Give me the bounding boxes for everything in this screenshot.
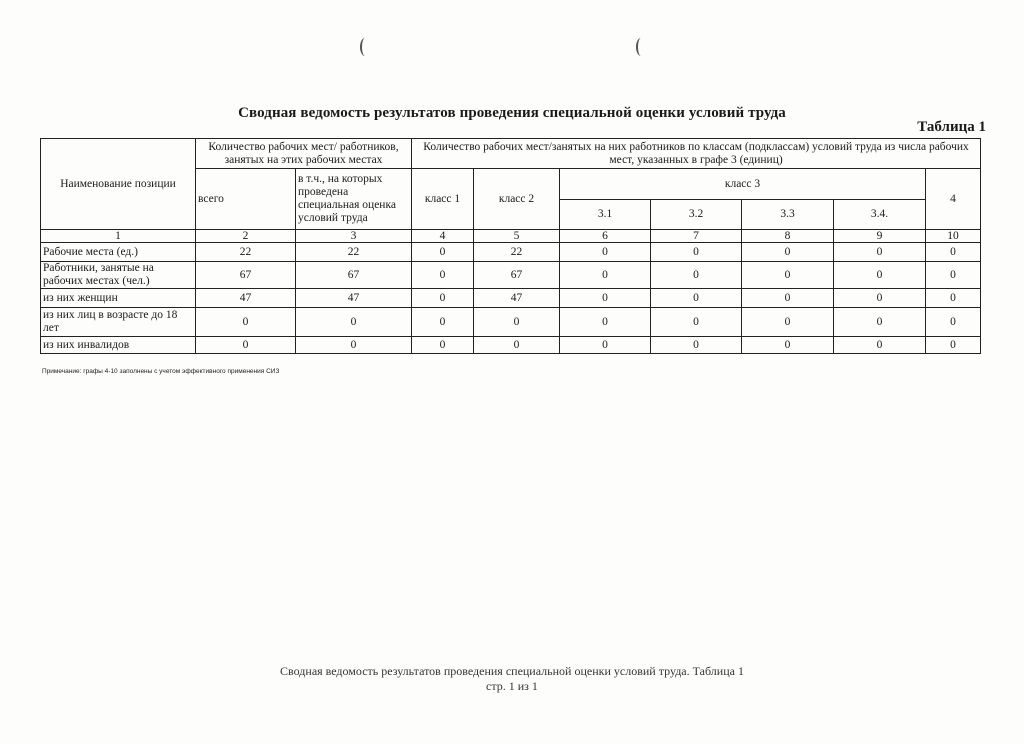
- cell-value: 47: [474, 289, 560, 308]
- header-incl-assessed: в т.ч., на которых проведена специальная оценка условий труда: [296, 169, 412, 230]
- header-class-group: Количество рабочих мест/занятых на них работников по классам (подклассам) условий труда из числа рабочих мест, указанных в графе 3 (единиц): [412, 139, 981, 169]
- header-subclass-3-3: 3.3: [742, 200, 834, 230]
- row-label: из них лиц в возрасте до 18 лет: [41, 308, 196, 337]
- header-total: всего: [196, 169, 296, 230]
- cell-value: 0: [926, 337, 981, 354]
- cell-value: 0: [926, 262, 981, 289]
- table-row: [41, 262, 981, 289]
- cell-value: 67: [196, 262, 296, 289]
- cell-value: 67: [474, 262, 560, 289]
- page-number: стр. 1 из 1: [486, 679, 538, 693]
- punch-hole-right: [636, 38, 646, 56]
- cell-value: 0: [560, 289, 651, 308]
- row-label: Рабочие места (ед.): [41, 243, 196, 262]
- table-row: [41, 308, 981, 337]
- cell-value: 0: [412, 337, 474, 354]
- header-class-2: класс 2: [474, 169, 560, 230]
- table-note: Примечание: графы 4-10 заполнены с учетом эффективного применения СИЗ: [42, 368, 280, 375]
- header-name-column: Наименование позиции: [41, 139, 196, 230]
- cell-value: 0: [834, 262, 926, 289]
- punch-hole-left: [360, 38, 370, 56]
- cell-value: 0: [412, 289, 474, 308]
- table-label: Таблица 1: [917, 119, 986, 135]
- cell-value: 22: [296, 243, 412, 262]
- summary-table: [40, 138, 981, 354]
- column-number: 10: [926, 230, 981, 243]
- cell-value: 0: [651, 289, 742, 308]
- cell-value: 0: [560, 243, 651, 262]
- cell-value: 0: [412, 243, 474, 262]
- column-number: 1: [41, 230, 196, 243]
- header-class-4: 4: [926, 169, 981, 230]
- cell-value: 0: [296, 337, 412, 354]
- row-label: из них инвалидов: [41, 337, 196, 354]
- column-number: 7: [651, 230, 742, 243]
- cell-value: 0: [412, 262, 474, 289]
- cell-value: 22: [474, 243, 560, 262]
- column-number: 9: [834, 230, 926, 243]
- cell-value: 0: [560, 337, 651, 354]
- cell-value: 0: [742, 243, 834, 262]
- row-label: Работники, занятые на рабочих местах (чел.): [41, 262, 196, 289]
- table-row: [41, 243, 981, 262]
- column-number: 4: [412, 230, 474, 243]
- column-number: 6: [560, 230, 651, 243]
- column-number-row: [41, 230, 981, 243]
- cell-value: 0: [926, 289, 981, 308]
- cell-value: 0: [651, 262, 742, 289]
- cell-value: 0: [742, 308, 834, 337]
- cell-value: 47: [196, 289, 296, 308]
- header-subclass-3-1: 3.1: [560, 200, 651, 230]
- header-class-1: класс 1: [412, 169, 474, 230]
- cell-value: 0: [651, 243, 742, 262]
- table-row: [41, 337, 981, 354]
- column-number: 5: [474, 230, 560, 243]
- header-subclass-3-4: 3.4.: [834, 200, 926, 230]
- cell-value: 0: [560, 308, 651, 337]
- header-class-3: класс 3: [560, 169, 926, 200]
- cell-value: 0: [474, 308, 560, 337]
- cell-value: 0: [296, 308, 412, 337]
- cell-value: 0: [742, 289, 834, 308]
- header-count-group: Количество рабочих мест/ работников, занятых на этих рабочих местах: [196, 139, 412, 169]
- cell-value: 0: [926, 308, 981, 337]
- cell-value: 0: [834, 289, 926, 308]
- cell-value: 0: [926, 243, 981, 262]
- footer-title: Сводная ведомость результатов проведения специальной оценки условий труда. Таблица 1: [280, 664, 744, 678]
- cell-value: 0: [742, 262, 834, 289]
- cell-value: 0: [474, 337, 560, 354]
- cell-value: 0: [196, 337, 296, 354]
- cell-value: 47: [296, 289, 412, 308]
- document-title: Сводная ведомость результатов проведения специальной оценки условий труда: [238, 105, 786, 121]
- cell-value: 0: [742, 337, 834, 354]
- cell-value: 0: [651, 308, 742, 337]
- cell-value: 0: [834, 337, 926, 354]
- column-number: 3: [296, 230, 412, 243]
- cell-value: 0: [834, 308, 926, 337]
- cell-value: 0: [412, 308, 474, 337]
- column-number: 8: [742, 230, 834, 243]
- column-number: 2: [196, 230, 296, 243]
- cell-value: 0: [834, 243, 926, 262]
- page-footer: [0, 664, 1024, 694]
- cell-value: 67: [296, 262, 412, 289]
- cell-value: 0: [196, 308, 296, 337]
- row-label: из них женщин: [41, 289, 196, 308]
- cell-value: 0: [560, 262, 651, 289]
- cell-value: 0: [651, 337, 742, 354]
- cell-value: 22: [196, 243, 296, 262]
- header-subclass-3-2: 3.2: [651, 200, 742, 230]
- table-row: [41, 289, 981, 308]
